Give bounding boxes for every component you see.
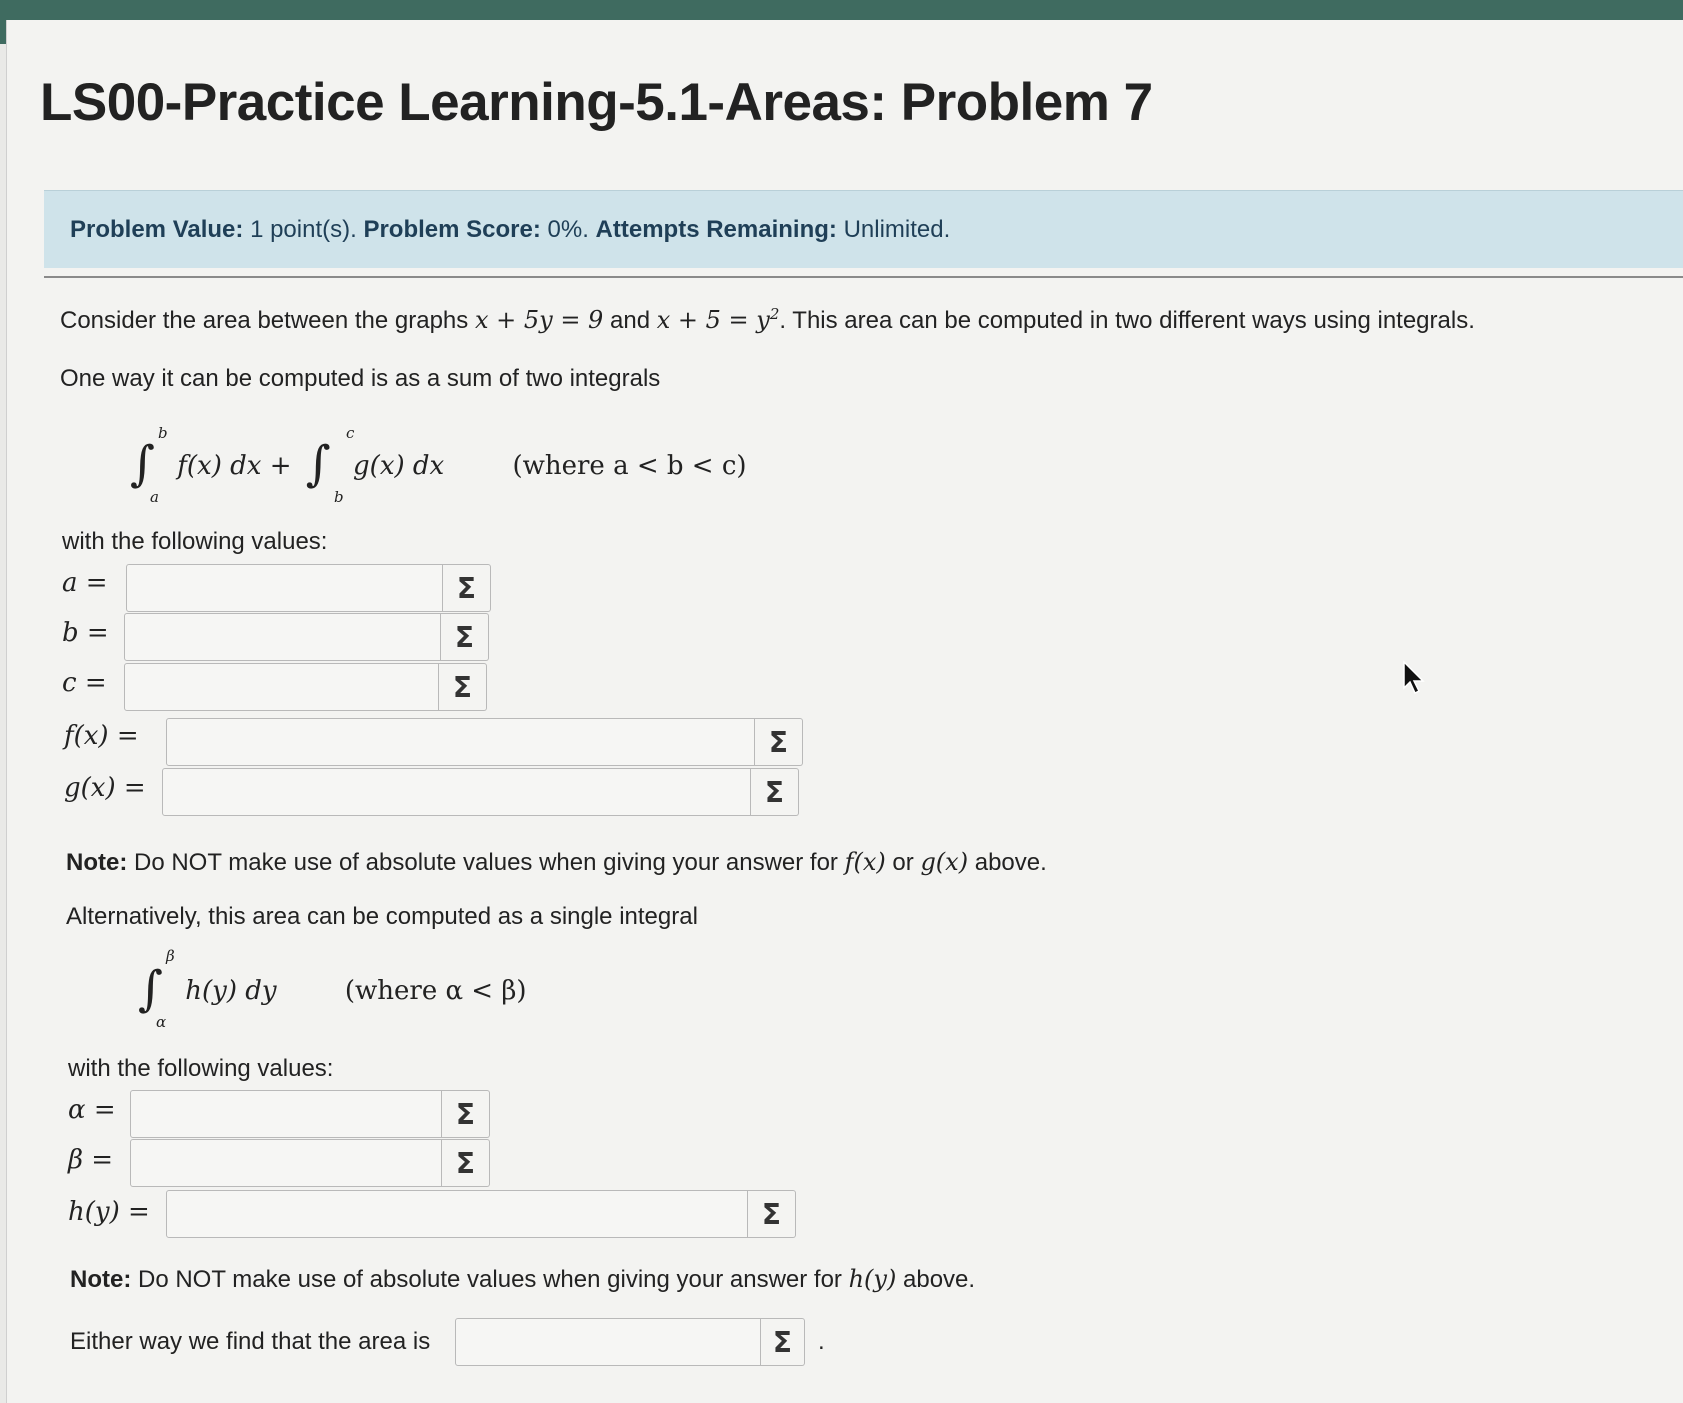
answer-gx	[162, 768, 799, 816]
input-area[interactable]	[455, 1318, 761, 1366]
problem-score: 0%.	[547, 216, 589, 243]
label-c: c =	[62, 668, 107, 698]
int2-lower-limit: b	[334, 488, 344, 506]
divider	[44, 276, 1683, 278]
answer-hy	[166, 1190, 796, 1238]
attempts-label: Attempts Remaining:	[595, 216, 837, 243]
problem-intro	[60, 305, 1475, 335]
integral-sign-2: ∫	[305, 436, 331, 492]
alternative-intro: Alternatively, this area can be computed as a single integral	[66, 903, 698, 930]
note-1-fx: f(x)	[844, 848, 886, 876]
input-gx[interactable]	[162, 768, 751, 816]
input-hy[interactable]	[166, 1190, 748, 1238]
mouse-cursor-icon	[1402, 660, 1428, 696]
values-label-2: with the following values:	[68, 1055, 334, 1082]
final-prompt: Either way we find that the area is	[70, 1328, 431, 1355]
integral-sign-1: ∫	[130, 436, 156, 492]
condition-2: (where α < β)	[344, 976, 527, 1006]
int3-upper-limit: β	[166, 947, 175, 965]
label-beta: β =	[68, 1145, 114, 1175]
input-a[interactable]	[126, 564, 443, 612]
equation-editor-gx-button[interactable]: Σ	[751, 768, 799, 816]
int3-body: h(y) dy	[185, 976, 277, 1006]
answer-a	[126, 564, 491, 612]
note-1-or: or	[892, 849, 914, 876]
and-text: and	[610, 307, 651, 334]
equation-editor-b-button[interactable]: Σ	[441, 613, 489, 661]
sum-of-integrals-formula	[130, 424, 770, 510]
condition-1: (where a < b < c)	[512, 451, 747, 481]
problem-info-box	[44, 190, 1683, 268]
note-2-end: above.	[903, 1266, 976, 1293]
label-hy: h(y) =	[68, 1197, 150, 1227]
intro-text: Consider the area between the graphs	[60, 307, 469, 334]
note-2-text: Do NOT make use of absolute values when giving your answer for	[138, 1266, 842, 1293]
label-b: b =	[62, 618, 109, 648]
input-fx[interactable]	[166, 718, 755, 766]
note-1-end: above.	[974, 849, 1047, 876]
note-2-label: Note:	[70, 1266, 132, 1293]
answer-area	[455, 1318, 805, 1366]
note-2-hy: h(y)	[848, 1265, 897, 1293]
note-1-gx: g(x)	[920, 848, 969, 876]
problem-value: 1 point(s).	[250, 216, 357, 243]
answer-fx	[166, 718, 803, 766]
note-2	[70, 1265, 975, 1294]
input-alpha[interactable]	[130, 1090, 442, 1138]
note-1-label: Note:	[66, 849, 128, 876]
int1-upper-limit: b	[158, 424, 168, 442]
label-alpha: α =	[68, 1095, 116, 1125]
label-gx: g(x) =	[64, 773, 146, 803]
equation-2: $x + 5 = y^2$	[656, 305, 780, 334]
page-title: LS00-Practice Learning-5.1-Areas: Problem 7	[40, 73, 1153, 132]
input-c[interactable]	[124, 663, 439, 711]
problem-value-label: Problem Value:	[70, 216, 244, 243]
int2-upper-limit: c	[346, 424, 355, 442]
label-a: a =	[62, 568, 108, 598]
answer-c	[124, 663, 487, 711]
input-beta[interactable]	[130, 1139, 442, 1187]
problem-score-label: Problem Score:	[363, 216, 541, 243]
equation-editor-a-button[interactable]: Σ	[443, 564, 491, 612]
answer-beta	[130, 1139, 490, 1187]
equation-editor-hy-button[interactable]: Σ	[748, 1190, 796, 1238]
equation-editor-fx-button[interactable]: Σ	[755, 718, 803, 766]
int2-body: g(x) dx	[353, 451, 445, 481]
int3-lower-limit: α	[156, 1013, 167, 1031]
integral-sign-3: ∫	[138, 961, 164, 1017]
answer-alpha	[130, 1090, 490, 1138]
values-label-1: with the following values:	[62, 528, 328, 555]
equation-editor-beta-button[interactable]: Σ	[442, 1139, 490, 1187]
note-1-text: Do NOT make use of absolute values when giving your answer for	[134, 849, 838, 876]
label-fx: f(x) =	[64, 721, 139, 751]
final-period: .	[818, 1328, 825, 1355]
equation-editor-alpha-button[interactable]: Σ	[442, 1090, 490, 1138]
sum-intro: One way it can be computed is as a sum of two integrals	[60, 365, 661, 392]
equation-editor-c-button[interactable]: Σ	[439, 663, 487, 711]
answer-b	[124, 613, 489, 661]
equation-1: x + 5y = 9	[474, 306, 604, 334]
attempts-remaining: Unlimited.	[843, 216, 951, 243]
note-1	[66, 848, 1047, 877]
equation-editor-area-button[interactable]: Σ	[761, 1318, 805, 1366]
input-b[interactable]	[124, 613, 441, 661]
single-integral-formula	[138, 947, 558, 1035]
int1-body: f(x) dx +	[177, 451, 292, 481]
int1-lower-limit: a	[150, 488, 159, 506]
intro-text-2: . This area can be computed in two different ways using integrals.	[779, 307, 1475, 334]
